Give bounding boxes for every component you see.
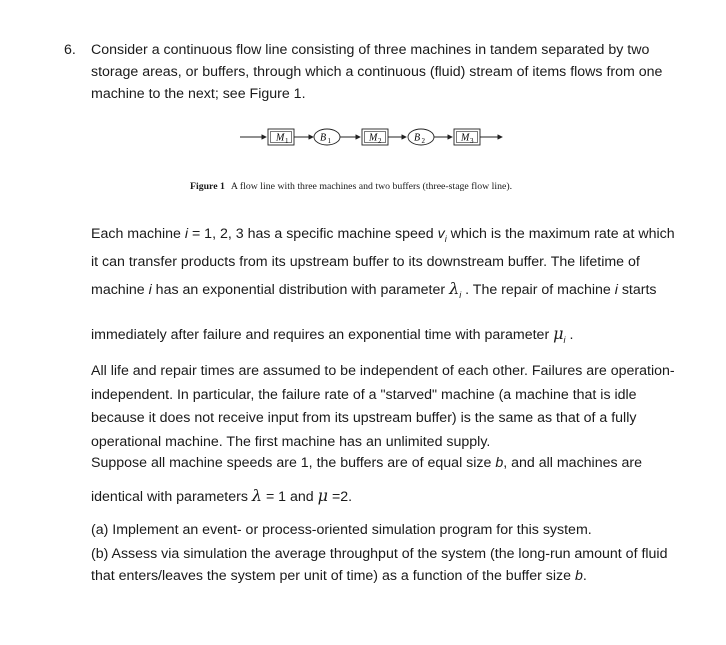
mu-symbol: μ	[553, 324, 564, 343]
svg-text:2: 2	[378, 137, 382, 145]
lifetime-line: machine i has an exponential distribution with parameter $\lambda_i$ . The repair of machine i starts	[91, 279, 657, 300]
task-b: (b) Assess via simulation the average throughput of the system (the long-run amount of fluid that enters/leaves the system per unit of time) as a function of the buffer size b.	[91, 546, 668, 584]
figure-caption-text: A flow line with three machines and two buffers (three-stage flow line).	[230, 181, 513, 192]
parameters-line: identical with parameters λ = 1 and μ =2.	[91, 486, 353, 505]
svg-text:2: 2	[421, 137, 425, 145]
machine-speed-paragraph: Each machine i = 1, 2, 3 has a specific machine speed $v_i$ which is the maximum rate at which it can transfer products from its upstream buffer to its downstream buffer. The lifetime of	[91, 226, 675, 270]
svg-text:1: 1	[327, 137, 331, 145]
flow-line-figure	[236, 121, 506, 157]
repair-line: immediately after failure and requires an exponential time with parameter $\mu_i$ .	[91, 324, 574, 345]
machine-label-m3: M	[461, 132, 470, 144]
figure-caption	[190, 181, 512, 192]
machine-label-m1: M	[276, 132, 285, 144]
svg-text:3: 3	[470, 137, 474, 145]
problem-number: 6.	[64, 42, 76, 58]
lambda-symbol: λ	[449, 279, 460, 298]
assumptions-line: Suppose all machine speeds are 1, the buffers are of equal size b, and all machines are	[91, 455, 643, 471]
problem-intro: Consider a continuous flow line consisting of three machines in tandem separated by two storage areas, or buffers, through which a continuous (fluid) stream of items flows from one machine to the next; see Figure 1.	[91, 42, 663, 102]
independence-paragraph: All life and repair times are assumed to be independent of each other. Failures are operation-independent. In particular, the failure rate of a "starved" machine (a machine that is idle because it does not receive input from its upstream buffer) is the same as that of a fully operational machine. The first machine has an unlimited supply.	[91, 363, 675, 450]
figure-caption-label: Figure 1	[190, 181, 225, 192]
svg-text:1: 1	[285, 137, 289, 145]
buffer-label-b1: B	[320, 132, 327, 144]
buffer-label-b2: B	[414, 132, 421, 144]
task-a: (a) Implement an event- or process-oriented simulation program for this system.	[91, 522, 592, 538]
machine-label-m2: M	[369, 132, 378, 144]
